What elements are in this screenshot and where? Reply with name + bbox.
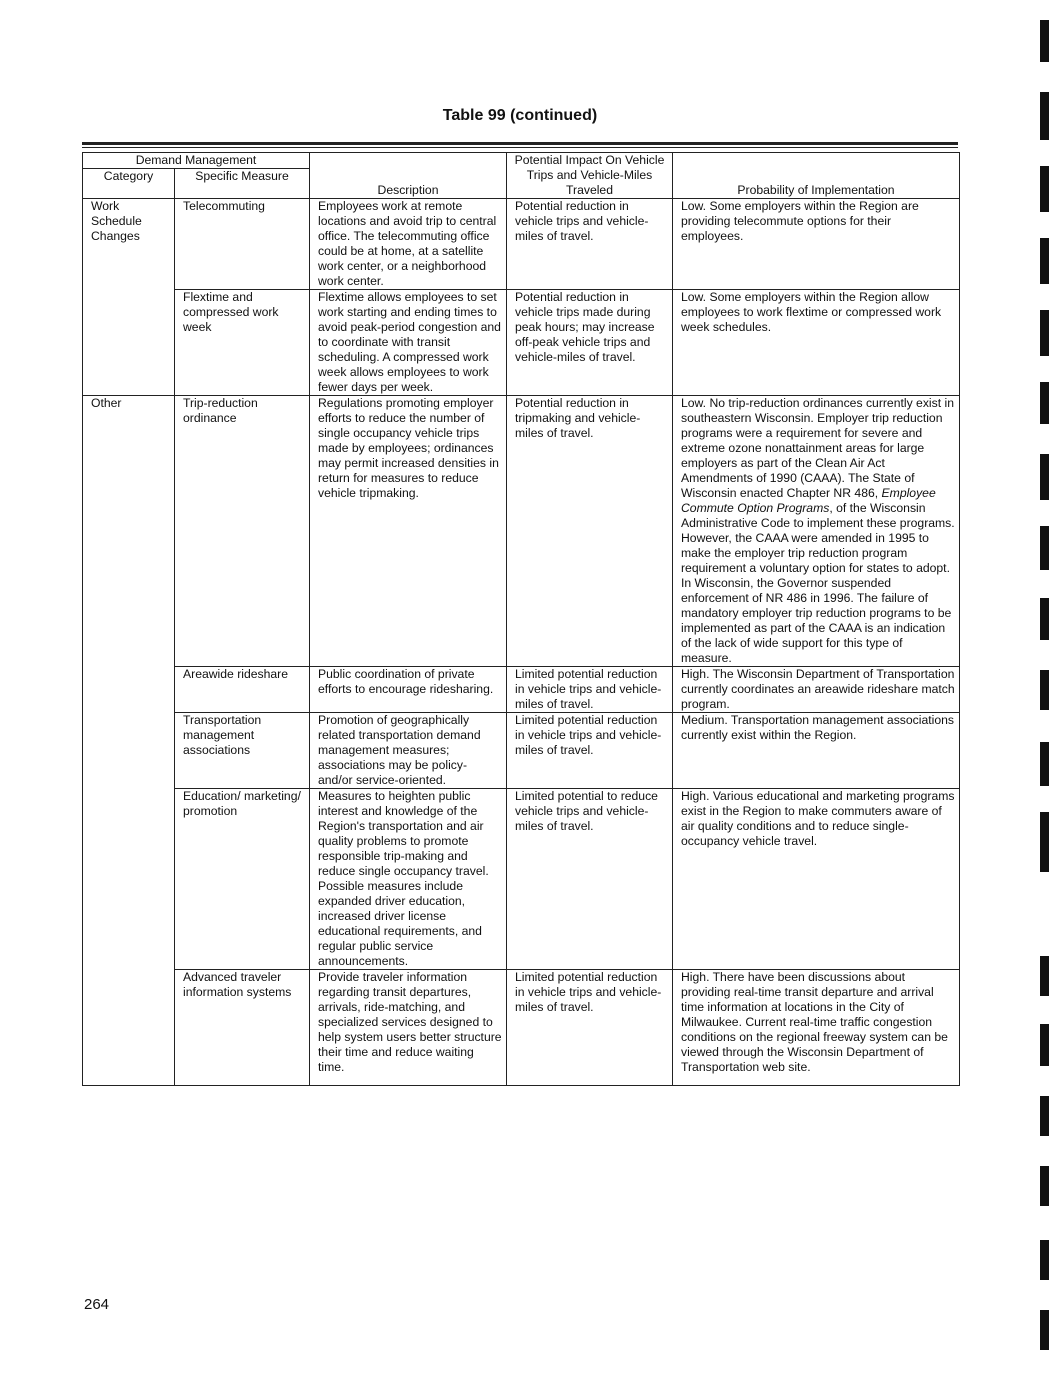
scan-mark	[1040, 1024, 1049, 1066]
header-row-group	[83, 153, 960, 169]
impact-cell: Limited potential to reduce vehicle trips and vehicle-miles of travel.	[507, 789, 673, 970]
impact-cell: Potential reduction in vehicle trips and vehicle-miles of travel.	[507, 199, 673, 290]
measure-cell: Advanced traveler information systems	[175, 970, 310, 1086]
column-header-impact: Potential Impact On Vehicle Trips and Vehicle-Miles Traveled	[507, 153, 673, 199]
scan-mark	[1040, 92, 1049, 140]
description-cell: Flextime allows employees to set work starting and ending times to avoid peak-period congestion and to coordinate with transit scheduling. A compressed work week allows employees to work fewer days per week.	[310, 290, 507, 396]
scan-mark	[1040, 20, 1049, 62]
probability-cell: High. Various educational and marketing programs exist in the Region to make commuters aware of air quality conditions and to reduce single-occupancy vehicle travel.	[673, 789, 960, 970]
column-header-description: Description	[310, 153, 507, 199]
impact-cell: Limited potential reduction in vehicle trips and vehicle-miles of travel.	[507, 667, 673, 713]
category-cell: Other	[83, 396, 175, 1086]
probability-cell: Low. Some employers within the Region allow employees to work flextime or compressed work week schedules.	[673, 290, 960, 396]
measure-cell: Trip-reduction ordinance	[175, 396, 310, 667]
probability-cell: Low. Some employers within the Region are providing telecommute options for their employees.	[673, 199, 960, 290]
scan-mark	[1040, 670, 1049, 710]
table-row	[83, 789, 960, 970]
scan-mark	[1040, 742, 1049, 786]
description-cell: Employees work at remote locations and avoid trip to central office. The telecommuting office could be at home, at a satellite work center, or a neighborhood work center.	[310, 199, 507, 290]
scan-mark	[1040, 526, 1049, 570]
table-row	[83, 970, 960, 1086]
title-rule-thin	[82, 147, 958, 148]
probability-cell: High. There have been discussions about providing real-time transit departure and arrival time information at locations in the City of Milwaukee. Current real-time traffic congestion conditions on the regional freeway system can be viewed through the Wisconsin Department of Transportation web site.	[673, 970, 960, 1086]
measure-cell: Areawide rideshare	[175, 667, 310, 713]
description-cell: Public coordination of private efforts to encourage ridesharing.	[310, 667, 507, 713]
scan-mark	[1040, 166, 1049, 212]
impact-cell: Potential reduction in tripmaking and vehicle-miles of travel.	[507, 396, 673, 667]
measure-cell: Education/ marketing/ promotion	[175, 789, 310, 970]
scan-mark	[1040, 812, 1049, 872]
impact-cell: Limited potential reduction in vehicle trips and vehicle-miles of travel.	[507, 713, 673, 789]
table-row	[83, 396, 960, 667]
probability-cell	[673, 396, 960, 667]
title-rule-thick	[82, 142, 958, 145]
description-cell: Regulations promoting employer efforts to reduce the number of single occupancy vehicle trips made by employees; ordinances may permit increased densities in return for measures to reduce vehicle tripmaking.	[310, 396, 507, 667]
description-cell: Provide traveler information regarding transit departures, arrivals, ride-matching, and specialized services designed to help system users better structure their time and reduce waiting time.	[310, 970, 507, 1086]
column-header-category: Category	[83, 169, 175, 199]
probability-text-part-a: Low. No trip-reduction ordinances currently exist in southeastern Wisconsin. Employer trip reduction programs were a requirement for severe and extreme ozone nonattainment areas for large employers as part of the Clean Air Act Amendments of 1990 (CAAA). The State of Wisconsin enacted Chapter NR 486,	[681, 396, 954, 500]
table-title: Table 99 (continued)	[442, 107, 598, 124]
measure-cell: Flextime and compressed work week	[175, 290, 310, 396]
scan-mark	[1040, 1240, 1049, 1280]
column-header-probability: Probability of Implementation	[673, 153, 960, 199]
page-number: 264	[84, 1296, 110, 1313]
description-cell: Promotion of geographically related transportation demand management measures; associations may be policy- and/or service-oriented.	[310, 713, 507, 789]
measure-cell: Telecommuting	[175, 199, 310, 290]
table-row	[83, 290, 960, 396]
scan-mark	[1040, 382, 1049, 424]
probability-text-part-b: , of the Wisconsin Administrative Code to implement these programs. However, the CAAA were amended in 1995 to make the employer trip reduction program requirement a voluntary option for states to adopt. In Wisconsin, the Governor suspended enforcement of NR 486 in 1996. The failure of mandatory employer trip reduction programs to be implemented as part of the CAAA is an indication of the lack of wide support for this type of measure.	[681, 501, 955, 665]
description-cell: Measures to heighten public interest and knowledge of the Region's transportation and air quality problems to promote responsible trip-making and reduce single occupancy travel. Possible measures include expanded driver education, increased driver license educational requirements, and regular public service announcements.	[310, 789, 507, 970]
table-row	[83, 667, 960, 713]
group-header-demand-management: Demand Management	[83, 153, 310, 169]
probability-cell: High. The Wisconsin Department of Transportation currently coordinates an areawide rideshare match program.	[673, 667, 960, 713]
table-row	[83, 199, 960, 290]
column-header-measure: Specific Measure	[175, 169, 310, 199]
scan-mark	[1040, 598, 1049, 640]
scan-mark	[1040, 956, 1049, 996]
measure-cell: Transportation management associations	[175, 713, 310, 789]
scan-mark	[1040, 1166, 1049, 1206]
scan-mark	[1040, 238, 1049, 284]
scan-mark	[1040, 1310, 1049, 1350]
impact-cell: Potential reduction in vehicle trips made during peak hours; may increase off-peak vehicle trips and vehicle-miles of travel.	[507, 290, 673, 396]
scan-mark	[1040, 1096, 1049, 1136]
demand-management-table	[82, 152, 960, 1086]
probability-italic-title: Employee Commute Option Programs	[681, 486, 936, 515]
impact-cell: Limited potential reduction in vehicle trips and vehicle-miles of travel.	[507, 970, 673, 1086]
scan-mark	[1040, 310, 1049, 356]
table-row	[83, 713, 960, 789]
category-cell: Work Schedule Changes	[83, 199, 175, 396]
scan-mark	[1040, 454, 1049, 500]
probability-cell: Medium. Transportation management associations currently exist within the Region.	[673, 713, 960, 789]
